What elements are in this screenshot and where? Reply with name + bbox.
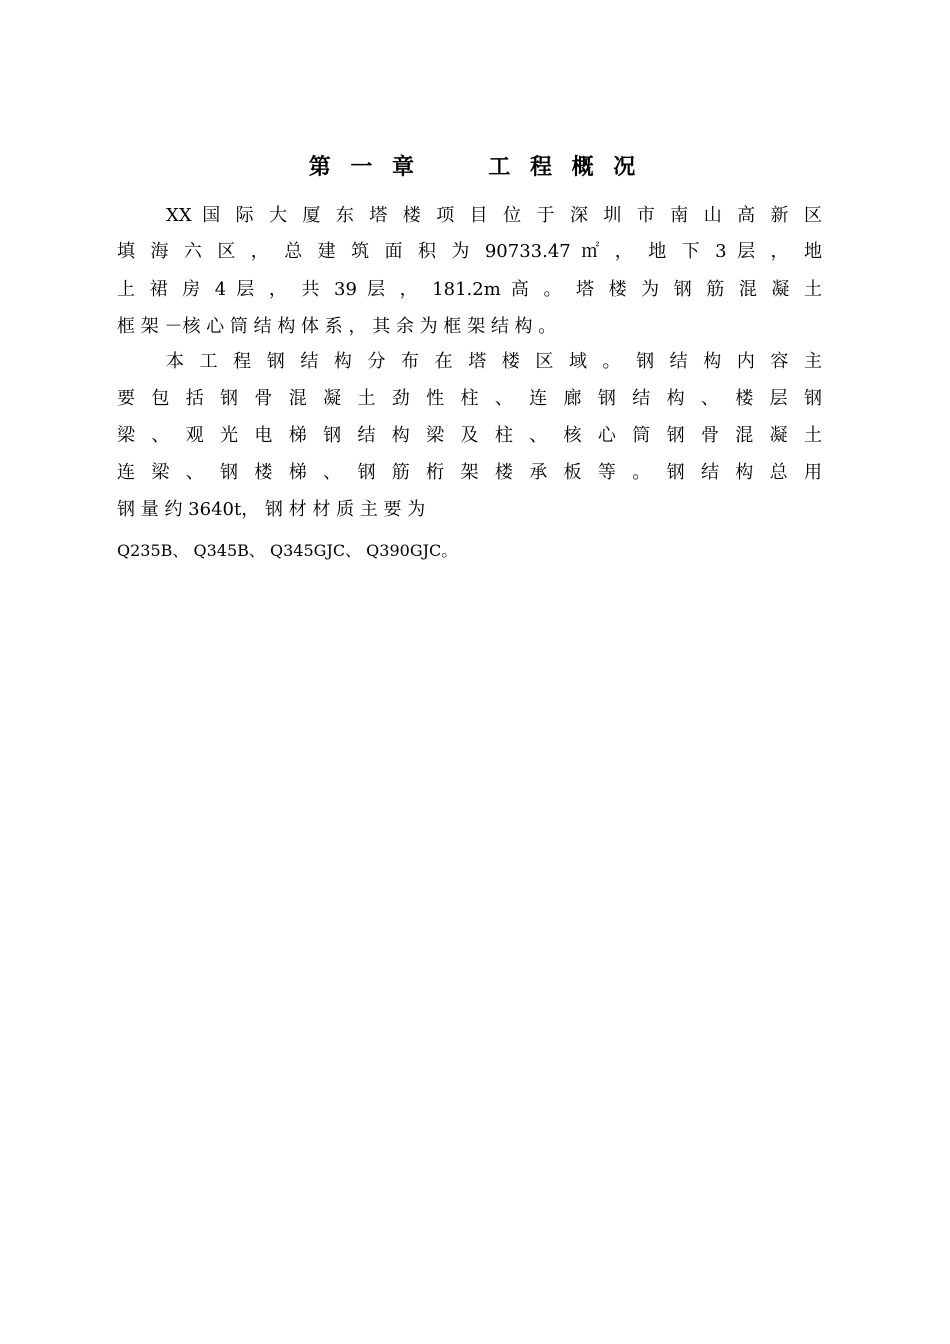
paragraph-line: 钢 量 约 3640t， 钢 材 材 质 主 要 为 [117, 499, 426, 520]
paragraph-line: 要 包 括 钢 骨 混 凝 土 劲 性 柱 、 连 廊 钢 结 构 、 楼 层 钢 [117, 388, 822, 409]
paragraph-line: 填 海 六 区 ， 总 建 筑 面 积 为 90733.47 ㎡ ， 地 下 3 层 ， 地 [117, 241, 822, 262]
paragraph-line: Q235B、 Q345B、 Q345GJC、 Q390GJC。 [117, 541, 458, 560]
paragraph-line: 梁 、 观 光 电 梯 钢 结 构 梁 及 柱 、 核 心 筒 钢 骨 混 凝 土 [117, 425, 822, 446]
paragraph-line: 本 工 程 钢 结 构 分 布 在 塔 楼 区 域 。 钢 结 构 内 容 主 [166, 351, 822, 372]
paragraph-line: 框 架 －核 心 筒 结 构 体 系 ， 其 余 为 框 架 结 构 。 [117, 316, 557, 337]
paragraph-line: XX 国 际 大 厦 东 塔 楼 项 目 位 于 深 圳 市 南 山 高 新 区 [166, 205, 822, 226]
paragraph-line: 上 裙 房 4 层 ， 共 39 层 ， 181.2m 高 。 塔 楼 为 钢 筋 混 凝 土 [117, 279, 822, 300]
paragraph-line: 连 梁 、 钢 楼 梯 、 钢 筋 桁 架 楼 承 板 等 。 钢 结 构 总 用 [117, 462, 822, 483]
chapter-title: 第 一 章 工 程 概 况 [308, 155, 642, 180]
